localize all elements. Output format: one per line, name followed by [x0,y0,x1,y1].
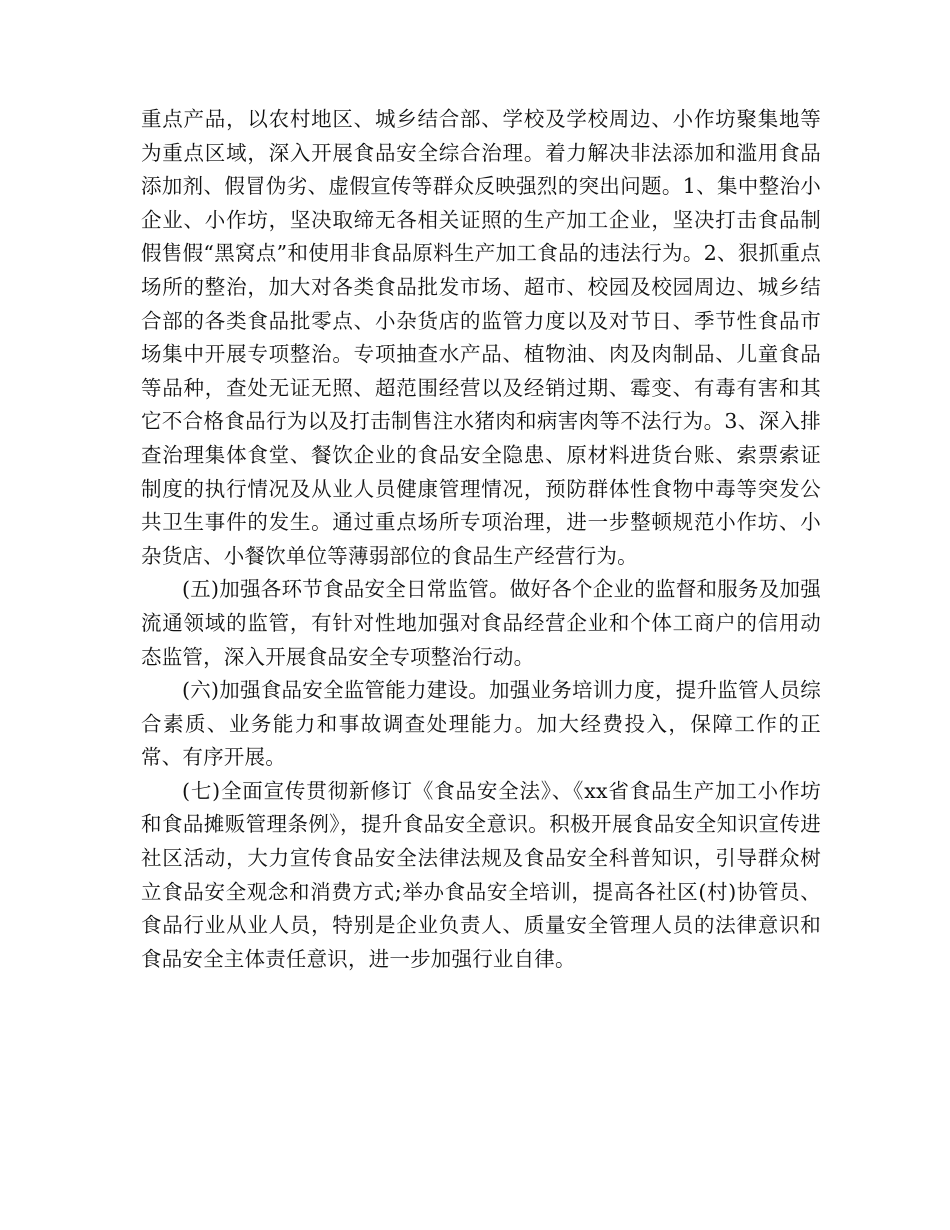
paragraph-section-6: (六)加强食品安全监管能力建设。加强业务培训力度，提升监管人员综合素质、业务能力和事故调查处理能力。加大经费投入，保障工作的正常、有序开展。 [141,678,821,770]
paragraph-section-5: (五)加强各环节食品安全日常监管。做好各个企业的监督和服务及加强流通领域的监管，有针对性地加强对食品经营企业和个体工商户的信用动态监管，深入开展食品安全专项整治行动。 [141,577,821,669]
document-page [141,103,821,976]
paragraph-continued: 重点产品，以农村地区、城乡结合部、学校及学校周边、小作坊聚集地等为重点区域，深入开展食品安全综合治理。着力解决非法添加和滥用食品添加剂、假冒伪劣、虚假宣传等群众反映强烈的突出问题。1、集中整治小企业、小作坊，坚决取缔无各相关证照的生产加工企业，坚决打击食品制假售假“黑窝点”和使用非食品原料生产加工食品的违法行为。2、狠抓重点场所的整治，加大对各类食品批发市场、超市、校园及校园周边、城乡结合部的各类食品批零点、小杂货店的监管力度以及对节日、季节性食品市场集中开展专项整治。专项抽查水产品、植物油、肉及肉制品、儿童食品等品种，查处无证无照、超范围经营以及经销过期、霉变、有毒有害和其它不合格食品行为以及打击制售注水猪肉和病害肉等不法行为。3、深入排查治理集体食堂、餐饮企业的食品安全隐患、原材料进货台账、索票索证制度的执行情况及从业人员健康管理情况，预防群体性食物中毒等突发公共卫生事件的发生。通过重点场所专项治理，进一步整顿规范小作坊、小杂货店、小餐饮单位等薄弱部位的食品生产经营行为。 [141,107,821,568]
paragraph-section-7: (七)全面宣传贯彻新修订《食品安全法》、《xx省食品生产加工小作坊和食品摊贩管理条例》，提升食品安全意识。积极开展食品安全知识宣传进社区活动，大力宣传食品安全法律法规及食品安全科普知识，引导群众树立食品安全观念和消费方式;举办食品安全培训，提高各社区(村)协管员、食品行业从业人员，特别是企业负责人、质量安全管理人员的法律意识和食品安全主体责任意识，进一步加强行业自律。 [141,778,821,971]
